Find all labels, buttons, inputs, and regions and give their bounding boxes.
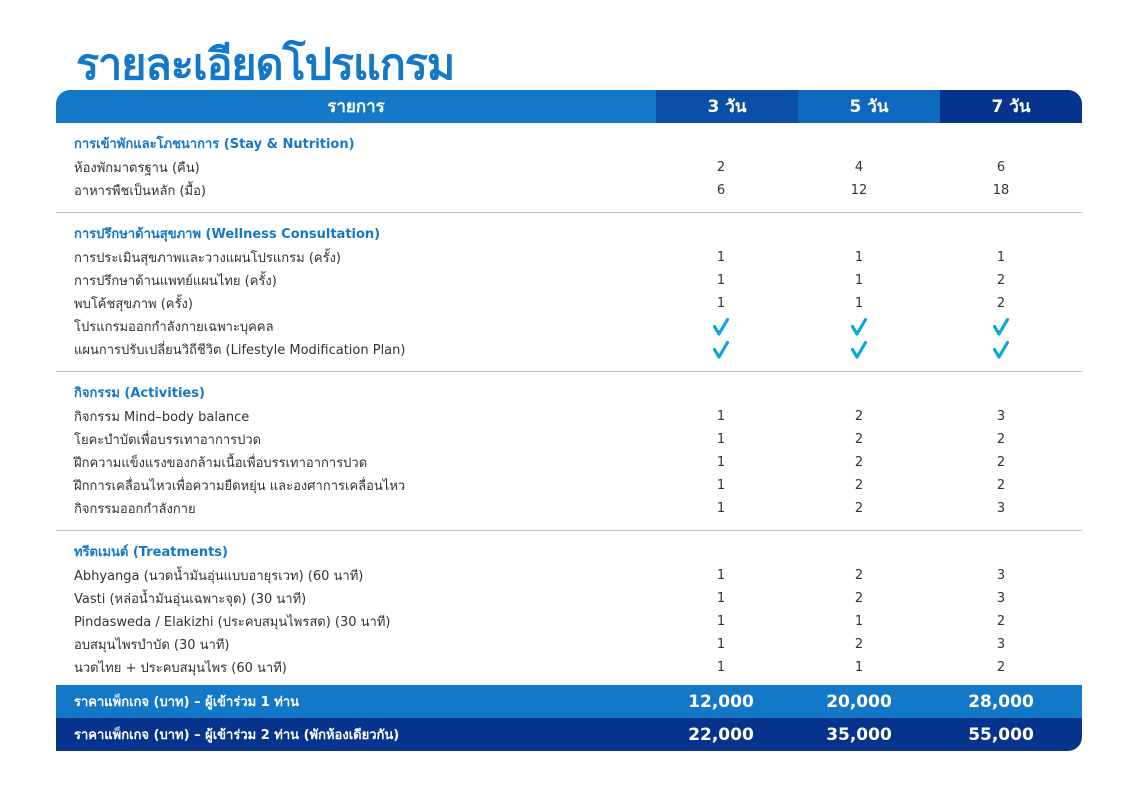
row-value: 3 — [996, 568, 1006, 583]
price-value: 12,000 — [688, 691, 754, 712]
table-row — [56, 179, 1082, 202]
row-value: 3 — [996, 409, 1006, 424]
row-value: 2 — [854, 591, 864, 606]
row-value: 1 — [716, 250, 726, 265]
row-value: 1 — [716, 409, 726, 424]
table-row — [56, 474, 1082, 497]
section-title: กิจกรรม (Activities) — [74, 386, 205, 401]
table-row — [56, 428, 1082, 451]
row-label: พบโค้ชสุขภาพ (ครั้ง) — [74, 297, 193, 312]
row-label: Pindasweda / Elakizhi (ประคบสมุนไพรสด) (30 นาที) — [74, 615, 391, 630]
row-value: 2 — [716, 160, 726, 175]
row-value: 6 — [996, 160, 1006, 175]
check-icon — [650, 318, 792, 336]
row-value: 1 — [854, 614, 864, 629]
row-value: 4 — [854, 160, 864, 175]
row-label: โยคะบำบัดเพื่อบรรเทาอาการปวด — [74, 433, 262, 448]
row-value: 1 — [716, 455, 726, 470]
table-row — [56, 610, 1082, 633]
row-value: 1 — [716, 296, 726, 311]
row-label: ฝึกการเคลื่อนไหวเพื่อความยืดหยุ่น และองศาการเคลื่อนไหว — [74, 479, 406, 494]
row-value: 2 — [996, 478, 1006, 493]
row-value: 1 — [716, 501, 726, 516]
table-row — [56, 564, 1082, 587]
table-row — [56, 338, 1082, 361]
row-label: อบสมุนไพรบำบัด (30 นาที) — [74, 638, 230, 653]
price-label: ราคาแพ็กเกจ (บาท) – ผู้เข้าร่วม 2 ท่าน (พักห้องเดียวกัน) — [74, 728, 400, 743]
row-value: 6 — [716, 183, 726, 198]
row-value: 1 — [716, 432, 726, 447]
row-value: 1 — [716, 614, 726, 629]
row-value: 12 — [850, 183, 868, 198]
program-table — [56, 90, 1082, 751]
row-value: 1 — [716, 660, 726, 675]
table-section — [56, 531, 1082, 685]
row-value: 2 — [996, 660, 1006, 675]
row-label: โปรแกรมออกกำลังกายเฉพาะบุคคล — [74, 320, 274, 335]
price-value: 20,000 — [826, 691, 892, 712]
row-value: 2 — [854, 637, 864, 652]
row-value: 1 — [996, 250, 1006, 265]
row-value: 1 — [716, 568, 726, 583]
row-value: 2 — [854, 501, 864, 516]
header-7-days: 7 วัน — [940, 90, 1082, 123]
row-label: กิจกรรม Mind–body balance — [74, 410, 250, 425]
row-value: 1 — [854, 250, 864, 265]
row-value: 2 — [996, 273, 1006, 288]
check-icon — [650, 341, 792, 359]
price-label: ราคาแพ็กเกจ (บาท) – ผู้เข้าร่วม 1 ท่าน — [74, 695, 300, 710]
row-value: 2 — [854, 568, 864, 583]
header-5-days: 5 วัน — [798, 90, 940, 123]
table-row — [56, 292, 1082, 315]
table-section — [56, 372, 1082, 531]
row-label: นวดไทย + ประคบสมุนไพร (60 นาที) — [74, 661, 287, 676]
row-value: 1 — [854, 273, 864, 288]
table-row — [56, 587, 1082, 610]
row-label: อาหารพืชเป็นหลัก (มื้อ) — [74, 184, 206, 199]
row-label: ห้องพักมาตรฐาน (คืน) — [74, 161, 200, 176]
price-value: 55,000 — [968, 724, 1034, 745]
row-value: 3 — [996, 501, 1006, 516]
row-value: 2 — [996, 455, 1006, 470]
row-label: แผนการปรับเปลี่ยนวิถีชีวิต (Lifestyle Modification Plan) — [74, 343, 406, 358]
table-row — [56, 156, 1082, 179]
row-value: 3 — [996, 591, 1006, 606]
table-row — [56, 633, 1082, 656]
price-row — [56, 685, 1082, 718]
header-3-days: 3 วัน — [656, 90, 798, 123]
table-row — [56, 405, 1082, 428]
table-row — [56, 497, 1082, 520]
row-value: 2 — [996, 296, 1006, 311]
row-label: Vasti (หล่อน้ำมันอุ่นเฉพาะจุด) (30 นาที) — [74, 592, 307, 607]
table-row — [56, 451, 1082, 474]
row-value: 1 — [716, 591, 726, 606]
section-title: ทรีตเมนต์ (Treatments) — [74, 545, 228, 560]
row-value: 18 — [992, 183, 1010, 198]
row-value: 1 — [854, 660, 864, 675]
row-value: 1 — [716, 637, 726, 652]
row-value: 1 — [716, 478, 726, 493]
row-label: การปรึกษาด้านแพทย์แผนไทย (ครั้ง) — [74, 274, 277, 289]
page-title: รายละเอียดโปรแกรม — [76, 40, 455, 90]
check-icon — [788, 341, 930, 359]
table-row — [56, 246, 1082, 269]
table-section — [56, 123, 1082, 213]
row-value: 2 — [854, 432, 864, 447]
check-icon — [788, 318, 930, 336]
row-value: 2 — [854, 478, 864, 493]
row-label: การประเมินสุขภาพและวางแผนโปรแกรม (ครั้ง) — [74, 251, 342, 266]
row-label: กิจกรรมออกกำลังกาย — [74, 502, 196, 517]
row-value: 2 — [854, 409, 864, 424]
price-value: 35,000 — [826, 724, 892, 745]
price-value: 28,000 — [968, 691, 1034, 712]
price-rows — [56, 685, 1082, 751]
row-value: 1 — [716, 273, 726, 288]
table-section — [56, 213, 1082, 372]
row-value: 3 — [996, 637, 1006, 652]
header-item: รายการ — [56, 90, 656, 123]
row-label: ฝึกความแข็งแรงของกล้ามเนื้อเพื่อบรรเทาอาการปวด — [74, 456, 368, 471]
price-row — [56, 718, 1082, 751]
table-body — [56, 123, 1082, 685]
check-icon — [930, 318, 1072, 336]
row-value: 1 — [854, 296, 864, 311]
price-value: 22,000 — [688, 724, 754, 745]
table-row — [56, 656, 1082, 679]
table-header — [56, 90, 1082, 123]
row-value: 2 — [854, 455, 864, 470]
section-title: การเข้าพักและโภชนาการ (Stay & Nutrition) — [74, 137, 355, 152]
row-value: 2 — [996, 614, 1006, 629]
row-value: 2 — [996, 432, 1006, 447]
table-row — [56, 315, 1082, 338]
row-label: Abhyanga (นวดน้ำมันอุ่นแบบอายุรเวท) (60 นาที) — [74, 569, 364, 584]
table-row — [56, 269, 1082, 292]
check-icon — [930, 341, 1072, 359]
section-title: การปรึกษาด้านสุขภาพ (Wellness Consultation) — [74, 227, 381, 242]
